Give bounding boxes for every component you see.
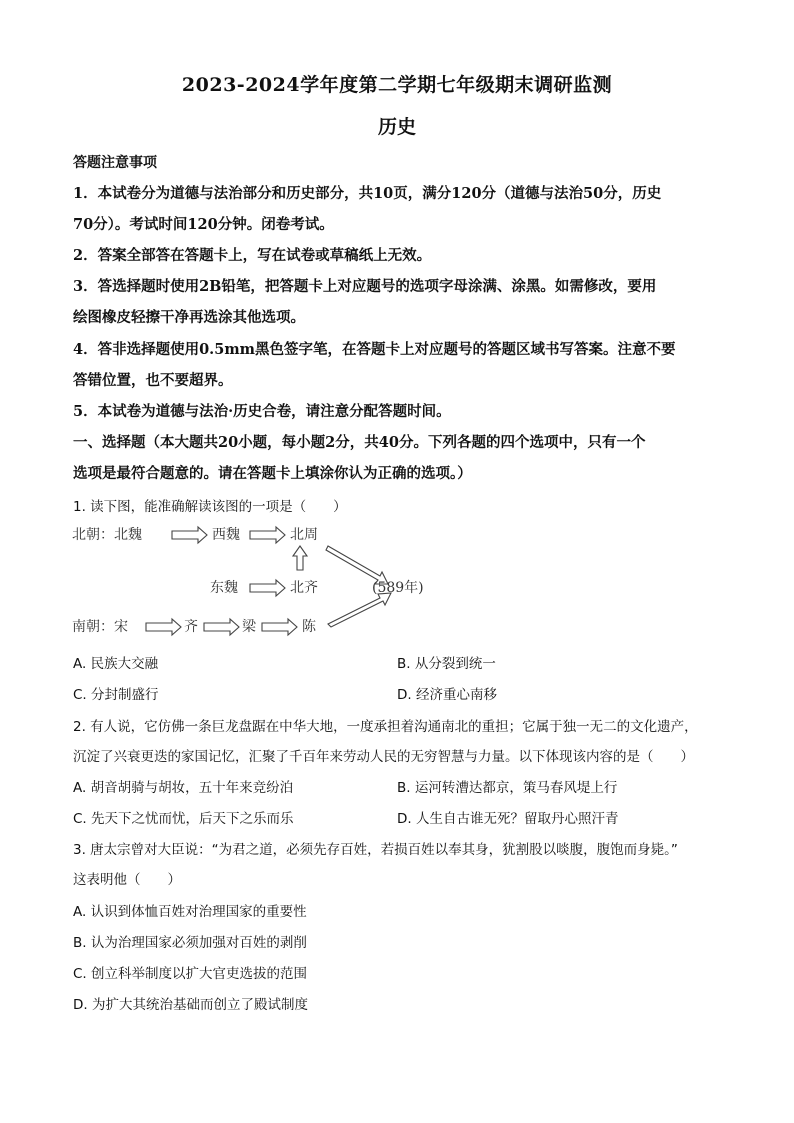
- arrow-icon: [250, 527, 285, 543]
- qi-label: 齐: [184, 619, 198, 635]
- section-heading: 选项是最符合题意的。请在答题卡上填涂你认为正确的选项。）: [73, 465, 472, 482]
- notice-line: 1．本试卷分为道德与法治部分和历史部分，共10页，满分120分（道德与法治50分，历史: [73, 185, 662, 202]
- q3-option-b: B. 认为治理国家必须加强对百姓的剥削: [73, 935, 307, 951]
- east-wei-label: 东魏: [210, 580, 238, 596]
- north-qi-label: 北齐: [290, 580, 318, 596]
- q3-option-d: D. 为扩大其统治基础而创立了殿试制度: [73, 997, 308, 1013]
- notice-line: 3．答选择题时使用2B铅笔，把答题卡上对应题号的选项字母涂满、涂黑。如需修改，要用: [73, 278, 657, 295]
- diagonal-arrow-icon: [328, 593, 391, 627]
- q2-option-a: A. 胡音胡骑与胡妆，五十年来竞纷泊: [73, 780, 294, 796]
- question-2-stem: 沉淀了兴衰更迭的家国记忆，汇聚了千百年来劳动人民的无穷智慧与力量。以下体现该内容的是（ ）: [73, 749, 694, 765]
- diagonal-arrow-icon: [326, 546, 388, 584]
- q2-option-d: D. 人生自古谁无死？留取丹心照汗青: [397, 811, 619, 827]
- arrow-icon: [146, 619, 181, 635]
- question-1-stem: 1. 读下图，能准确解读该图的一项是（ ）: [73, 499, 347, 515]
- q1-option-a: A. 民族大交融: [73, 656, 159, 672]
- notice-line: 2．答案全部答在答题卡上，写在试卷或草稿纸上无效。: [73, 247, 432, 264]
- notice-line: 4．答非选择题使用0.5mm黑色签字笔，在答题卡上对应题号的答题区域书写答案。注意不要: [73, 341, 676, 358]
- question-3-stem: 这表明他（ ）: [73, 872, 181, 888]
- north-zhou-label: 北周: [290, 527, 318, 543]
- section-heading: 一、选择题（本大题共20小题，每小题2分，共40分。下列各题的四个选项中，只有一个: [73, 434, 646, 451]
- liang-label: 梁: [242, 619, 256, 635]
- q1-option-b: B. 从分裂到统一: [397, 656, 496, 672]
- south-dynasties-label: 南朝：宋: [72, 619, 128, 635]
- notice-heading: 答题注意事项: [73, 155, 157, 171]
- arrow-icon: [250, 580, 285, 596]
- question-3-stem: 3. 唐太宗曾对大臣说：“为君之道，必须先存百姓，若损百姓以奉其身，犹割股以啖腹，腹饱而身毙。”: [73, 842, 678, 858]
- arrow-icon: [204, 619, 239, 635]
- q3-option-c: C. 创立科举制度以扩大官吏选拔的范围: [73, 966, 308, 982]
- q1-option-c: C. 分封制盛行: [73, 687, 159, 703]
- notice-line: 答错位置，也不要超界。: [73, 372, 233, 389]
- q2-option-b: B. 运河转漕达都京，策马春风堤上行: [397, 780, 618, 796]
- arrow-icon: [172, 527, 207, 543]
- dynasty-diagram: [70, 520, 424, 645]
- subject-title: 历史: [377, 116, 416, 138]
- q2-option-c: C. 先天下之忧而忧，后天下之乐而乐: [73, 811, 294, 827]
- year-589-label: (589年): [372, 580, 424, 596]
- notice-line: 70分）。考试时间120分钟。闭卷考试。: [73, 216, 334, 233]
- up-arrow-icon: [293, 546, 307, 570]
- question-2-stem: 2. 有人说，它仿佛一条巨龙盘踞在中华大地，一度承担着沟通南北的重担；它属于独一无二的文化遗产，: [73, 719, 698, 735]
- q1-option-d: D. 经济重心南移: [397, 687, 497, 703]
- west-wei-label: 西魏: [212, 527, 240, 543]
- notice-line: 绘图橡皮轻擦干净再选涂其他选项。: [73, 309, 305, 326]
- chen-label: 陈: [302, 619, 316, 635]
- hollow-arrow-icons: [146, 527, 391, 635]
- q3-option-a: A. 认识到体恤百姓对治理国家的重要性: [73, 904, 307, 920]
- exam-title: 2023-2024学年度第二学期七年级期末调研监测: [181, 74, 613, 96]
- notice-line: 5．本试卷为道德与法治·历史合卷，请注意分配答题时间。: [73, 403, 451, 420]
- north-dynasties-label: 北朝：北魏: [72, 527, 142, 543]
- arrow-icon: [262, 619, 297, 635]
